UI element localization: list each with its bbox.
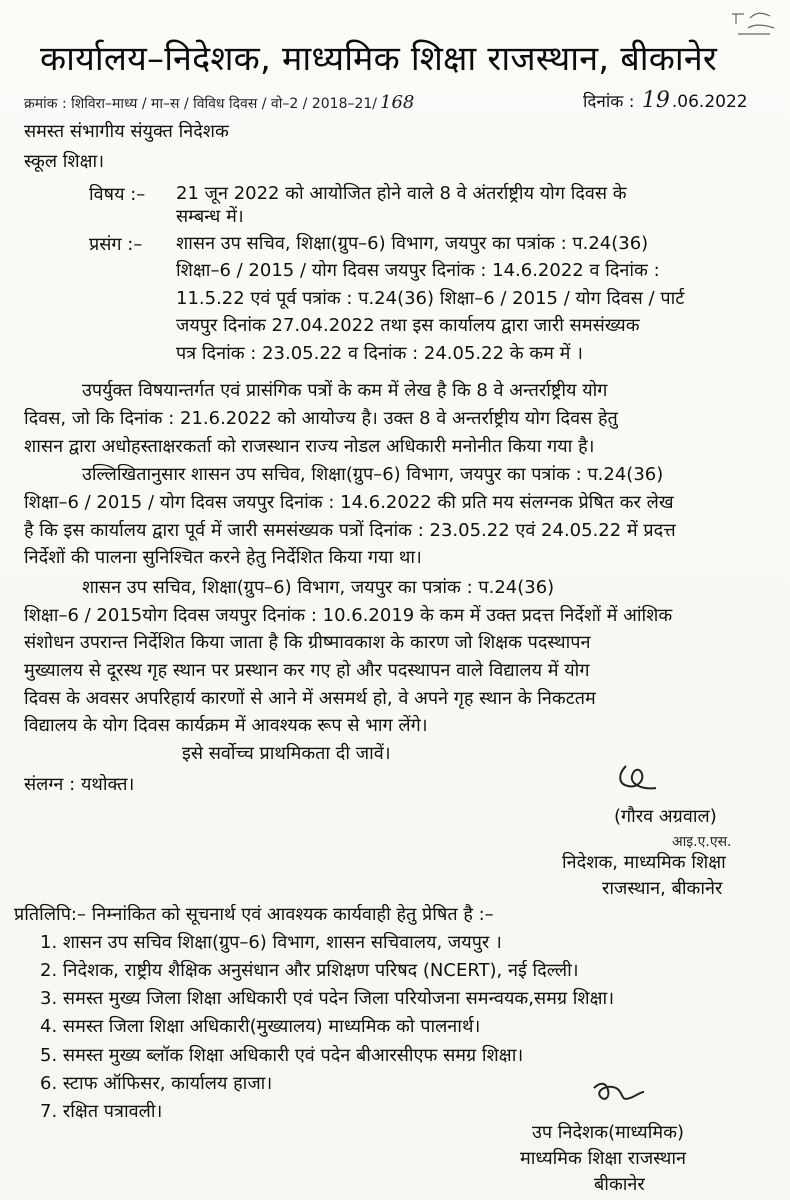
paragraph-3-line-5: दिवस के अवसर अपरिहार्य कारणों से आने में असमर्थ हो, वे अपने गृह स्थान के निकटतम bbox=[24, 688, 596, 709]
signatory-service: आइ.ए.एस. bbox=[672, 834, 732, 850]
paragraph-1-line-2: दिवस, जो कि दिनांक : 21.6.2022 को आयोज्य है। उक्त 8 वे अन्तर्राष्ट्रीय योग दिवस हेतु bbox=[24, 408, 618, 429]
stamp-mark bbox=[726, 6, 780, 44]
copy-intro: निम्नांकित को सूचनार्थ एवं आवश्यक कार्यवाही हेतु प्रेषित है :– bbox=[91, 904, 494, 925]
signatory-name: (गौरव अग्रवाल) bbox=[614, 806, 717, 827]
deputy-designation: उप निदेशक(माध्यमिक) bbox=[532, 1122, 685, 1143]
copy-item-7: 7. रक्षित पत्रावली। bbox=[40, 1101, 163, 1122]
copy-label: प्रतिलिपि:– bbox=[14, 904, 86, 925]
copy-item-2: 2. निदेशक, राष्ट्रीय शैक्षिक अनुसंधान और प्रशिक्षण परिषद (NCERT), नई दिल्ली। bbox=[40, 960, 579, 981]
subject-line-2: सम्बन्ध में। bbox=[176, 206, 244, 227]
paragraph-3-line-1: शासन उप सचिव, शिक्षा(ग्रुप–6) विभाग, जयपुर का पत्रांक : प.24(36) bbox=[82, 577, 555, 598]
reference-prefix: क्रमांक : शिविरा–माध्य / मा–स / विविध दिवस / वो–2 / 2018–21/ bbox=[24, 96, 378, 112]
date-rest: .06.2022 bbox=[671, 92, 748, 112]
enclosure-line bbox=[24, 772, 134, 796]
paragraph-2-line-1: उल्लिखितानुसार शासन उप सचिव, शिक्षा(ग्रुप–6) विभाग, जयपुर का पत्रांक : प.24(36) bbox=[82, 464, 664, 485]
enclosure-value: यथोक्त। bbox=[80, 774, 135, 795]
reference-line-4: जयपुर दिनांक 27.04.2022 तथा इस कार्यालय द्वारा जारी समसंख्यक bbox=[176, 315, 640, 336]
reference-line-5: पत्र दिनांक : 23.05.22 व दिनांक : 24.05.22 के कम में । bbox=[176, 343, 583, 364]
paragraph-2-line-3: है कि इस कार्यालय द्वारा पूर्व में जारी समसंख्यक पत्रों दिनांक : 23.05.22 एवं 24.05.22 में प्रदत्त bbox=[24, 520, 676, 541]
priority-line: इसे सर्वोच्च प्राथमिकता दी जावें। bbox=[182, 743, 391, 764]
signatory-place: राजस्थान, बीकानेर bbox=[602, 878, 723, 899]
copy-item-4: 4. समस्त जिला शिक्षा अधिकारी(मुख्यालय) माध्यमिक को पालनार्थ। bbox=[40, 1016, 481, 1037]
page-title: कार्यालय–निदेशक, माध्यमिक शिक्षा राजस्थान, बीकानेर bbox=[40, 39, 718, 79]
paragraph-1-line-3: शासन द्वारा अधोहस्ताक्षरकर्ता को राजस्थान राज्य नोडल अधिकारी मनोनीत किया गया है। bbox=[24, 436, 595, 457]
copy-item-3: 3. समस्त मुख्य जिला शिक्षा अधिकारी एवं पदेन जिला परियोजना समन्वयक,समग्र शिक्षा। bbox=[40, 988, 615, 1009]
signature-gaurav bbox=[612, 760, 664, 800]
reference-line-1: शासन उप सचिव, शिक्षा(ग्रुप–6) विभाग, जयपुर का पत्रांक : प.24(36) bbox=[176, 233, 649, 254]
paragraph-1-line-1: उपर्युक्त विषयान्तर्गत एवं प्रासंगिक पत्रों के कम में लेख है कि 8 वे अन्तर्राष्ट्रीय योग bbox=[82, 380, 608, 401]
subject-line-1: 21 जून 2022 को आयोजित होने वाले 8 वे अंतर्राष्ट्रीय योग दिवस के bbox=[176, 183, 627, 204]
signatory-designation: निदेशक, माध्यमिक शिक्षा bbox=[562, 852, 726, 873]
paragraph-3-line-6: विद्यालय के योग दिवस कार्यक्रम में आवश्यक रूप से भाग लेंगे। bbox=[24, 715, 428, 736]
reference-number: 168 bbox=[380, 92, 415, 113]
enclosure-label: संलग्न : bbox=[24, 774, 76, 795]
date-line bbox=[583, 88, 748, 113]
paragraph-3-line-2: शिक्षा–6 / 2015योग दिवस जयपुर दिनांक : 10.6.2019 के कम में उक्त प्रदत्त निर्देशों में आंशिक bbox=[24, 605, 673, 626]
reference-label: प्रसंग :– bbox=[89, 234, 143, 255]
deputy-office: माध्यमिक शिक्षा राजस्थान bbox=[520, 1148, 686, 1169]
reference-line-2: शिक्षा–6 / 2015 / योग दिवस जयपुर दिनांक : 14.6.2022 व दिनांक : bbox=[176, 260, 660, 281]
copy-item-6: 6. स्टाफ ऑफिसर, कार्यालय हाजा। bbox=[40, 1073, 273, 1094]
subject-label: विषय :– bbox=[89, 184, 146, 205]
paragraph-3-line-4: मुख्यालय से दूरस्थ गृह स्थान पर प्रस्थान कर गए हो और पदस्थापन वाले विद्यालय में योग bbox=[24, 660, 590, 681]
recipient-line-2: स्कूल शिक्षा। bbox=[24, 151, 105, 172]
copy-heading bbox=[14, 902, 494, 926]
paragraph-3-line-3: संशोधन उपरान्त निर्देशित किया जाता है कि ग्रीष्मावकाश के कारण जो शिक्षक पदस्थापन bbox=[24, 632, 591, 653]
paragraph-2-line-2: शिक्षा–6 / 2015 / योग दिवस जयपुर दिनांक : 14.6.2022 की प्रति मय संलग्नक प्रेषित कर लेख bbox=[24, 492, 674, 513]
paragraph-2-line-4: निर्देशों की पालना सुनिश्चित करने हेतु निर्देशित किया गया था। bbox=[24, 547, 422, 568]
date-day: 19 bbox=[641, 88, 670, 113]
reference-line-3: 11.5.22 एवं पूर्व पत्रांक : प.24(36) शिक्षा–6 / 2015 / योग दिवस / पार्ट bbox=[176, 288, 685, 309]
date-label: दिनांक : bbox=[583, 92, 635, 112]
recipient-line-1: समस्त संभागीय संयुक्त निदेशक bbox=[24, 121, 229, 142]
copy-item-1: 1. शासन उप सचिव शिक्षा(ग्रुप–6) विभाग, शासन सचिवालय, जयपुर । bbox=[40, 932, 502, 953]
signature-deputy bbox=[586, 1074, 650, 1112]
reference-line bbox=[24, 92, 414, 113]
copy-item-5: 5. समस्त मुख्य ब्लॉक शिक्षा अधिकारी एवं पदेन बीआरसीएफ समग्र शिक्षा। bbox=[40, 1045, 524, 1066]
deputy-place: बीकानेर bbox=[594, 1174, 645, 1195]
